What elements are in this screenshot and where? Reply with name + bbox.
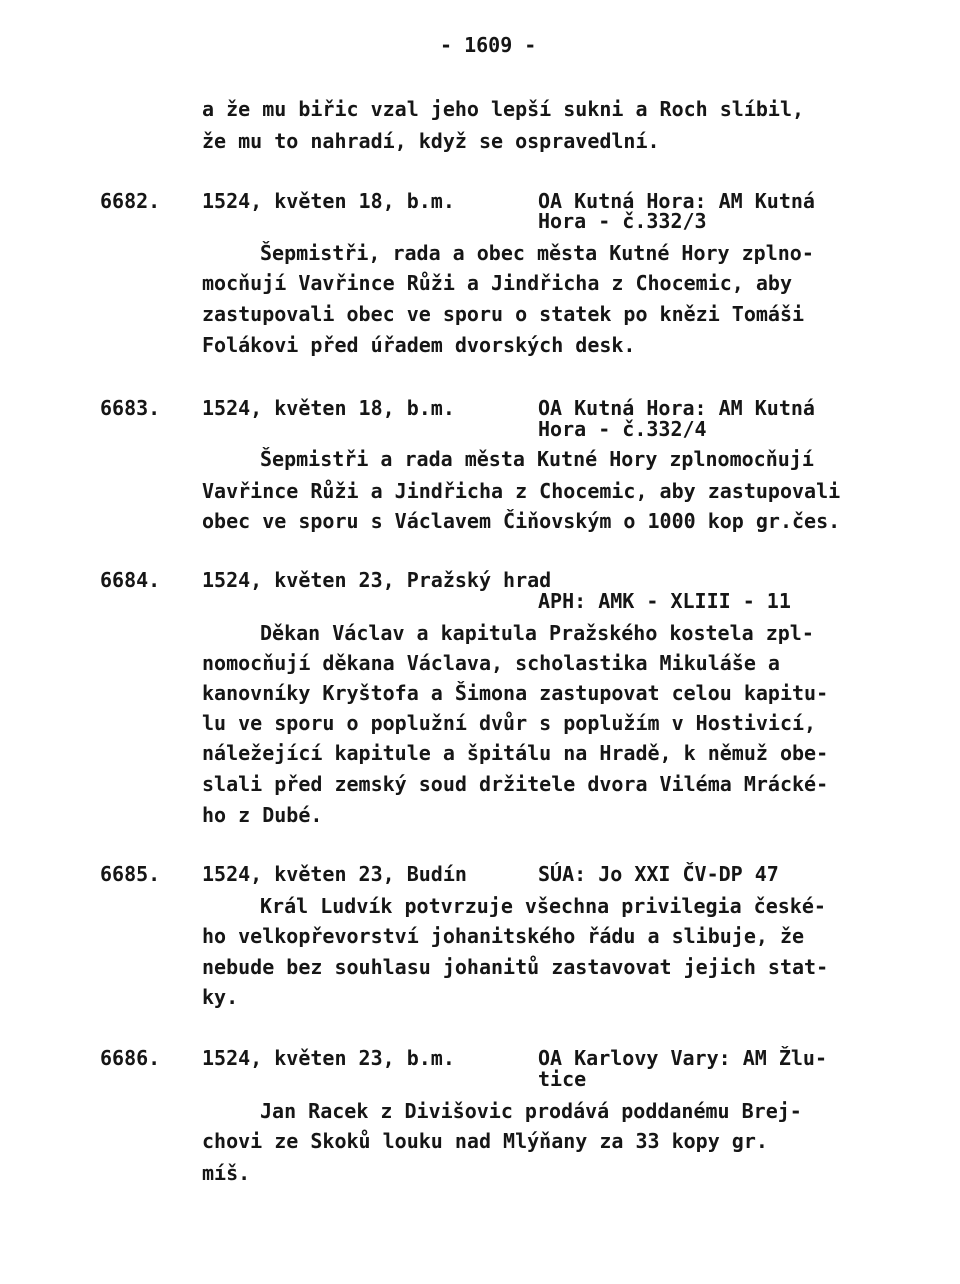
entry-date-place: 1524, květen 18, b.m. [202, 189, 455, 213]
entry-text-line: ky. [202, 985, 239, 1009]
entry-text-line: lu ve sporu o poplužní dvůr s poplužím v Hostivicí, [202, 711, 817, 735]
entry-text-line: chovi ze Skoků louku nad Mlýňany za 33 kopy gr. [202, 1129, 768, 1153]
entry-date-place: 1524, květen 23, b.m. [202, 1046, 455, 1070]
entry-text-line: nebude bez souhlasu johanitů zastavovat jejich stat- [202, 955, 829, 979]
entry-text-line: ho velkopřevorství johanitského řádu a slibuje, že [202, 924, 805, 948]
entry-date-place: 1524, květen 18, b.m. [202, 396, 455, 420]
entry-text-line: náležející kapitule a špitálu na Hradě, k němuž obe- [202, 741, 829, 765]
entry-number: 6685. [100, 862, 161, 886]
entry-source: OA Kutná Hora: AM Kutná [538, 189, 815, 213]
entry-source: OA Karlovy Vary: AM Žlu- [538, 1046, 827, 1070]
entry-text-line: Vavřince Růži a Jindřicha z Chocemic, aby zastupovali [202, 479, 841, 503]
intro-line: že mu to nahradí, když se ospravedlní. [202, 129, 660, 153]
entry-text-line: zastupovali obec ve sporu o statek po knězi Tomáši [202, 302, 805, 326]
entry-text-line: Děkan Václav a kapitula Pražského kostela zpl- [260, 621, 814, 645]
entry-text-line: slali před zemský soud držitele dvora Viléma Mrácké- [202, 772, 829, 796]
entry-text-line: ho z Dubé. [202, 803, 323, 827]
entry-source: OA Kutná Hora: AM Kutná [538, 396, 815, 420]
entry-source: Hora - č.332/3 [538, 209, 707, 233]
entry-source: APH: AMK - XLIII - 11 [538, 589, 791, 613]
entry-source: SÚA: Jo XXI ČV-DP 47 [538, 862, 779, 886]
intro-line: a že mu biřic vzal jeho lepší sukni a Roch slíbil, [202, 97, 805, 121]
entry-text-line: kanovníky Kryštofa a Šimona zastupovat celou kapitu- [202, 681, 829, 705]
page-number: - 1609 - [440, 33, 537, 57]
entry-text-line: mocňují Vavřince Růži a Jindřicha z Chocemic, aby [202, 271, 793, 295]
entry-number: 6682. [100, 189, 161, 213]
entry-source: Hora - č.332/4 [538, 417, 707, 441]
entry-date-place: 1524, květen 23, Budín [202, 862, 467, 886]
entry-text-line: Šepmistři a rada města Kutné Hory zplnomocňují [260, 447, 814, 471]
entry-text-line: Šepmistři, rada a obec města Kutné Hory zplno- [260, 241, 814, 265]
entry-number: 6683. [100, 396, 161, 420]
entry-text-line: obec ve sporu s Václavem Čiňovským o 1000 kop gr.čes. [202, 509, 841, 533]
entry-text-line: míš. [202, 1161, 251, 1185]
entry-text-line: Folákovi před úřadem dvorských desk. [202, 333, 636, 357]
entry-source: tice [538, 1067, 587, 1091]
entry-text-line: Král Ludvík potvrzuje všechna privilegia české- [260, 894, 826, 918]
entry-number: 6686. [100, 1046, 161, 1070]
entry-text-line: nomocňují děkana Václava, scholastika Mikuláše a [202, 651, 780, 675]
entry-text-line: Jan Racek z Divišovic prodává poddanému Brej- [260, 1099, 802, 1123]
entry-date-place: 1524, květen 23, Pražský hrad [202, 568, 552, 592]
entry-number: 6684. [100, 568, 161, 592]
